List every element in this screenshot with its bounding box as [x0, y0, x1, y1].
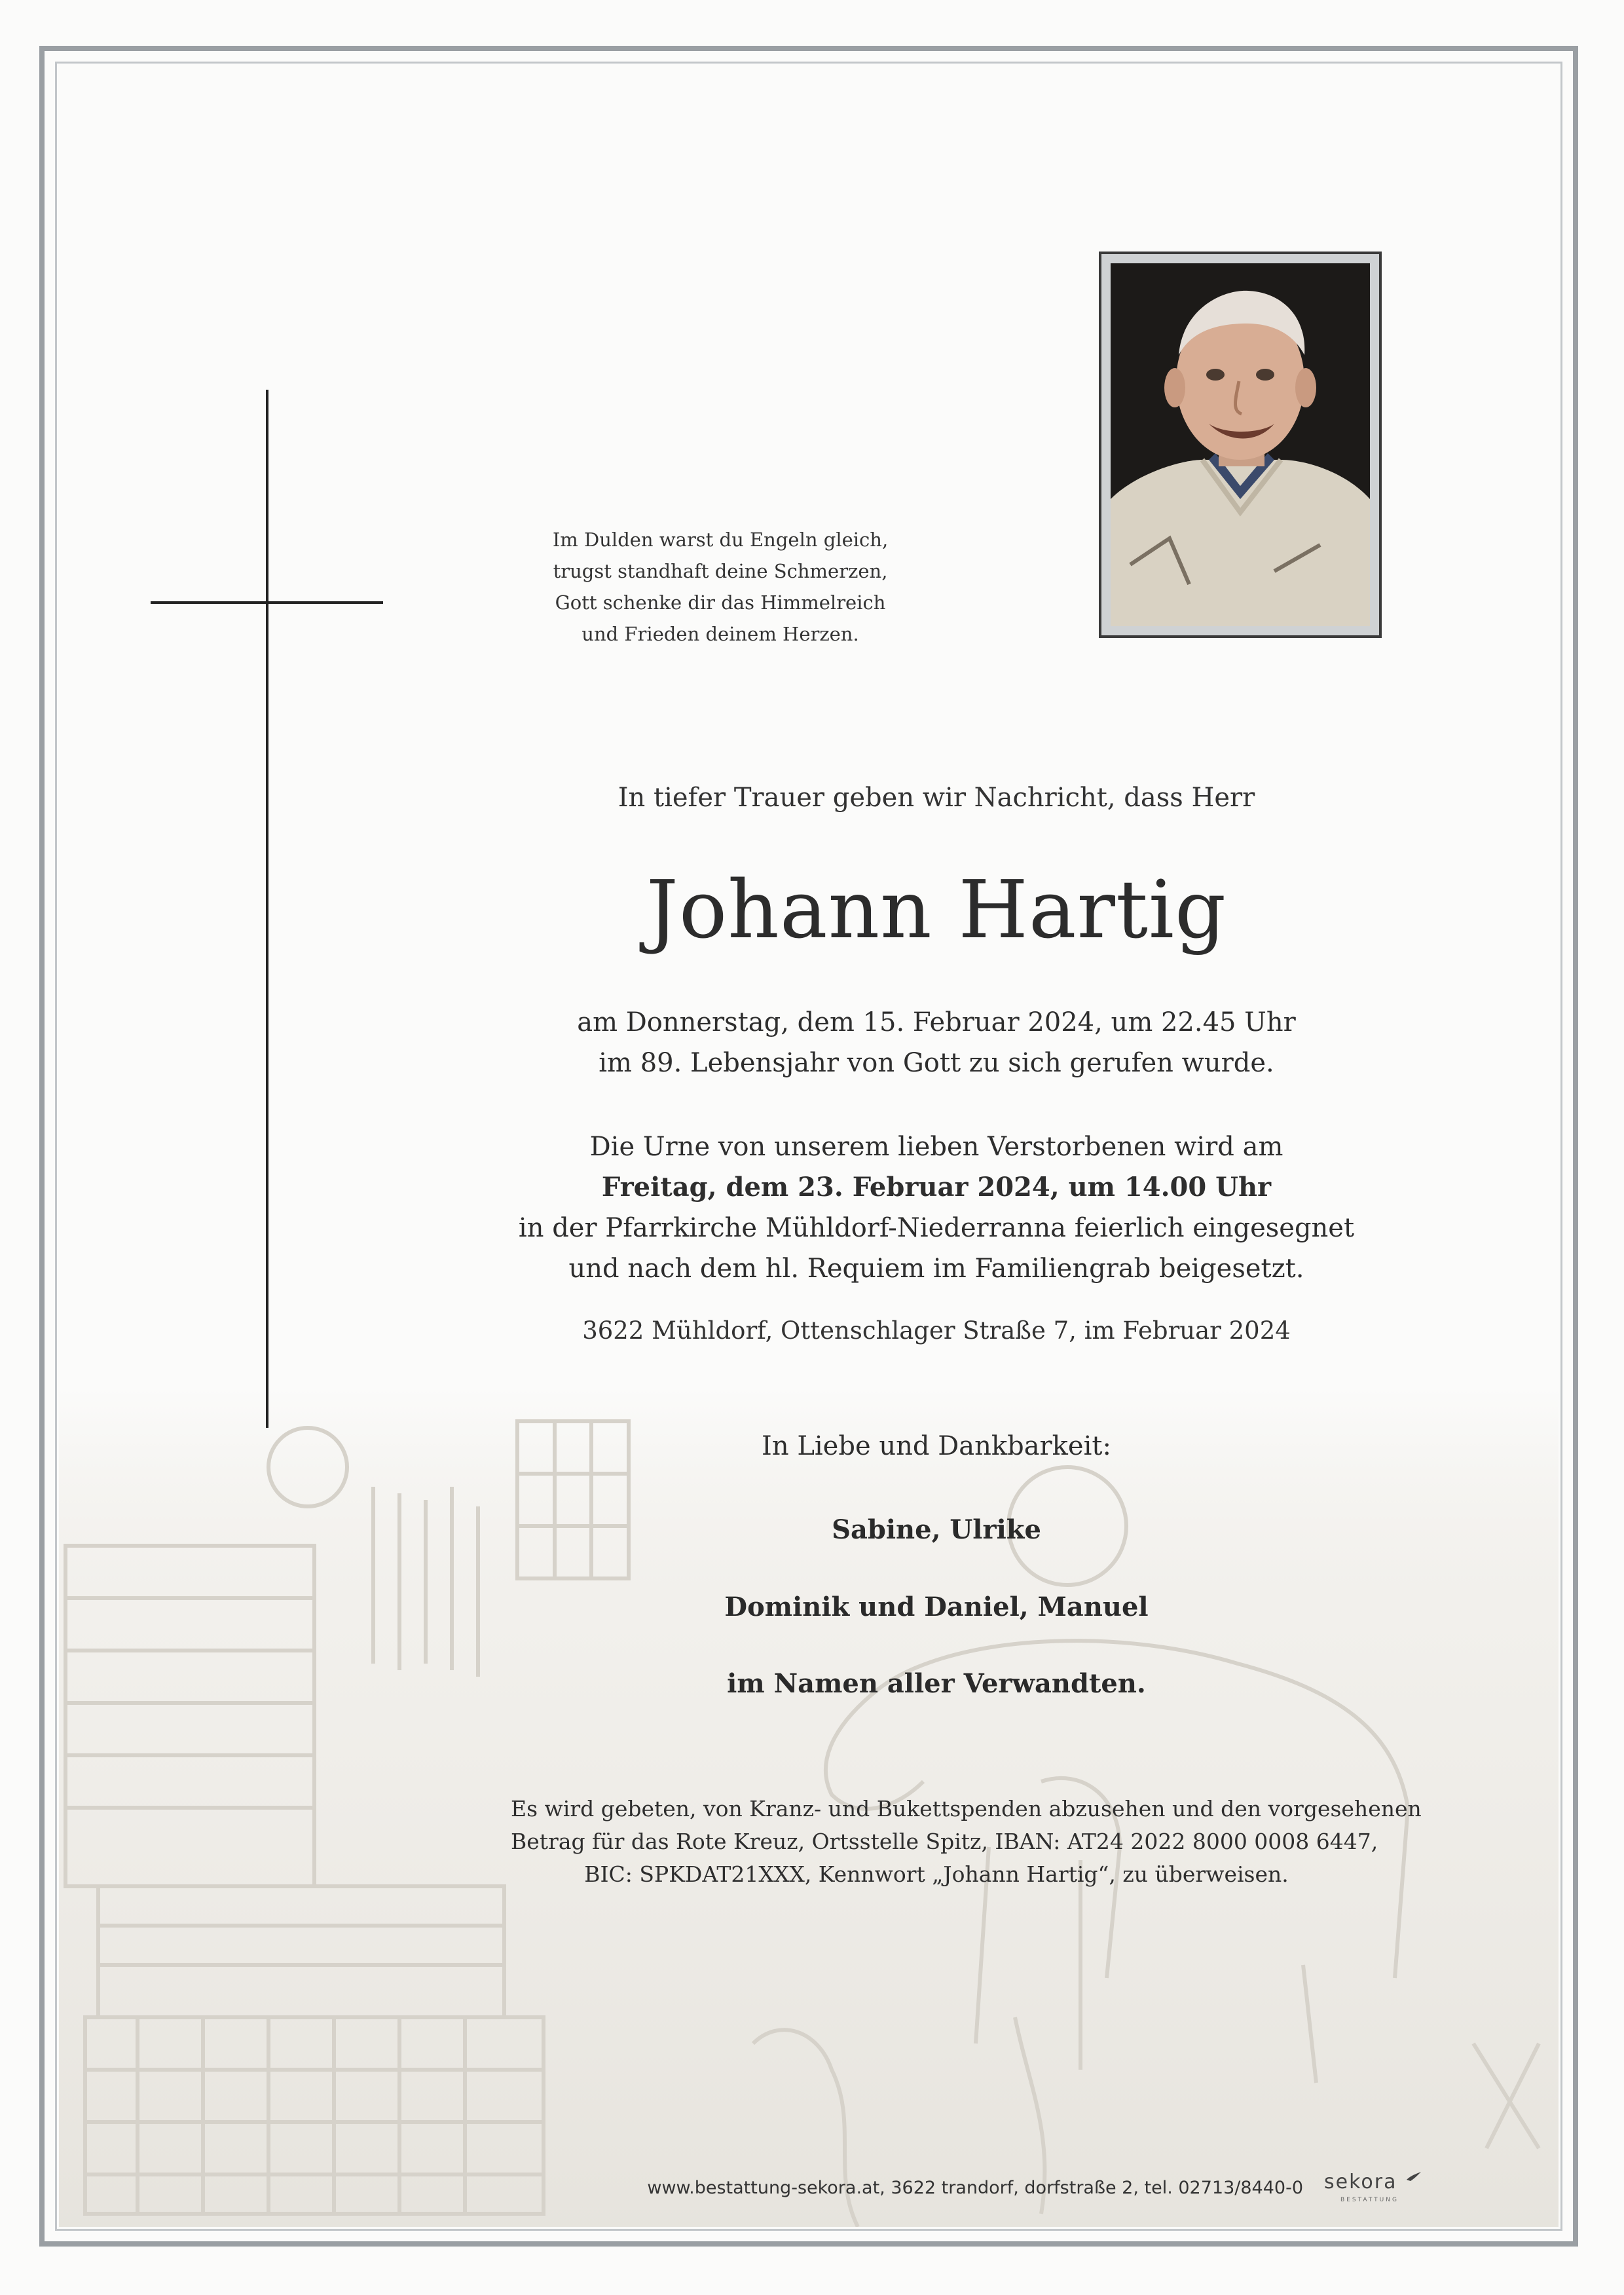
donation-line: Betrag für das Rote Kreuz, Ortsstelle Spitz, IBAN: AT24 2022 8000 0008 6447, — [511, 1829, 1378, 1854]
service-date: Freitag, dem 23. Februar 2024, um 14.00 Uhr — [601, 1172, 1272, 1203]
deceased-name: Johann Hartig — [646, 863, 1227, 956]
donation-request — [511, 1793, 1422, 1891]
thanks-heading: In Liebe und Dankbarkeit: — [762, 1431, 1111, 1461]
mourner-names: Sabine, Ulrike — [832, 1514, 1041, 1545]
logo-text: sekora — [1324, 2171, 1397, 2193]
service-line: und nach dem hl. Requiem im Familiengrab beigesetzt. — [568, 1254, 1304, 1284]
poem-line: trugst standhaft deine Schmerzen, — [553, 560, 888, 582]
service-line: in der Pfarrkirche Mühldorf-Niederranna feierlich eingesegnet — [518, 1213, 1355, 1243]
death-line: im 89. Lebensjahr von Gott zu sich gerufen wurde. — [599, 1048, 1274, 1078]
portrait-photo-frame — [1099, 252, 1382, 638]
logo-subtitle: BESTATTUNG — [1340, 2197, 1399, 2203]
service-details — [511, 1127, 1362, 1289]
poem-line: und Frieden deinem Herzen. — [581, 623, 859, 645]
funeral-home-contact: www.bestattung-sekora.at, 3622 trandorf, dorfstraße 2, tel. 02713/8440-0 — [647, 2178, 1303, 2198]
cross-vertical-bar — [266, 390, 268, 1428]
memorial-poem — [511, 524, 930, 650]
mourner-names: im Namen aller Verwandten. — [727, 1668, 1146, 1699]
death-details — [511, 1002, 1362, 1083]
donation-line: BIC: SPKDAT21XXX, Kennwort „Johann Hartig“, zu überweisen. — [584, 1861, 1289, 1887]
mourner-names: Dominik und Daniel, Manuel — [724, 1592, 1149, 1622]
donation-line: Es wird gebeten, von Kranz- und Bukettspenden abzusehen und den vorgesehenen — [511, 1796, 1422, 1821]
place-and-date: 3622 Mühldorf, Ottenschlager Straße 7, im Februar 2024 — [582, 1316, 1291, 1345]
bird-icon — [1405, 2171, 1422, 2184]
portrait-photo — [1111, 263, 1370, 626]
poem-line: Im Dulden warst du Engeln gleich, — [552, 529, 889, 551]
poem-line: Gott schenke dir das Himmelreich — [555, 591, 886, 614]
service-line: Die Urne von unserem lieben Verstorbenen wird am — [589, 1132, 1283, 1162]
intro-text: In tiefer Trauer geben wir Nachricht, dass Herr — [618, 783, 1255, 813]
cross-horizontal-bar — [151, 601, 383, 604]
funeral-home-logo — [1324, 2171, 1422, 2210]
death-line: am Donnerstag, dem 15. Februar 2024, um 22.45 Uhr — [577, 1007, 1296, 1037]
